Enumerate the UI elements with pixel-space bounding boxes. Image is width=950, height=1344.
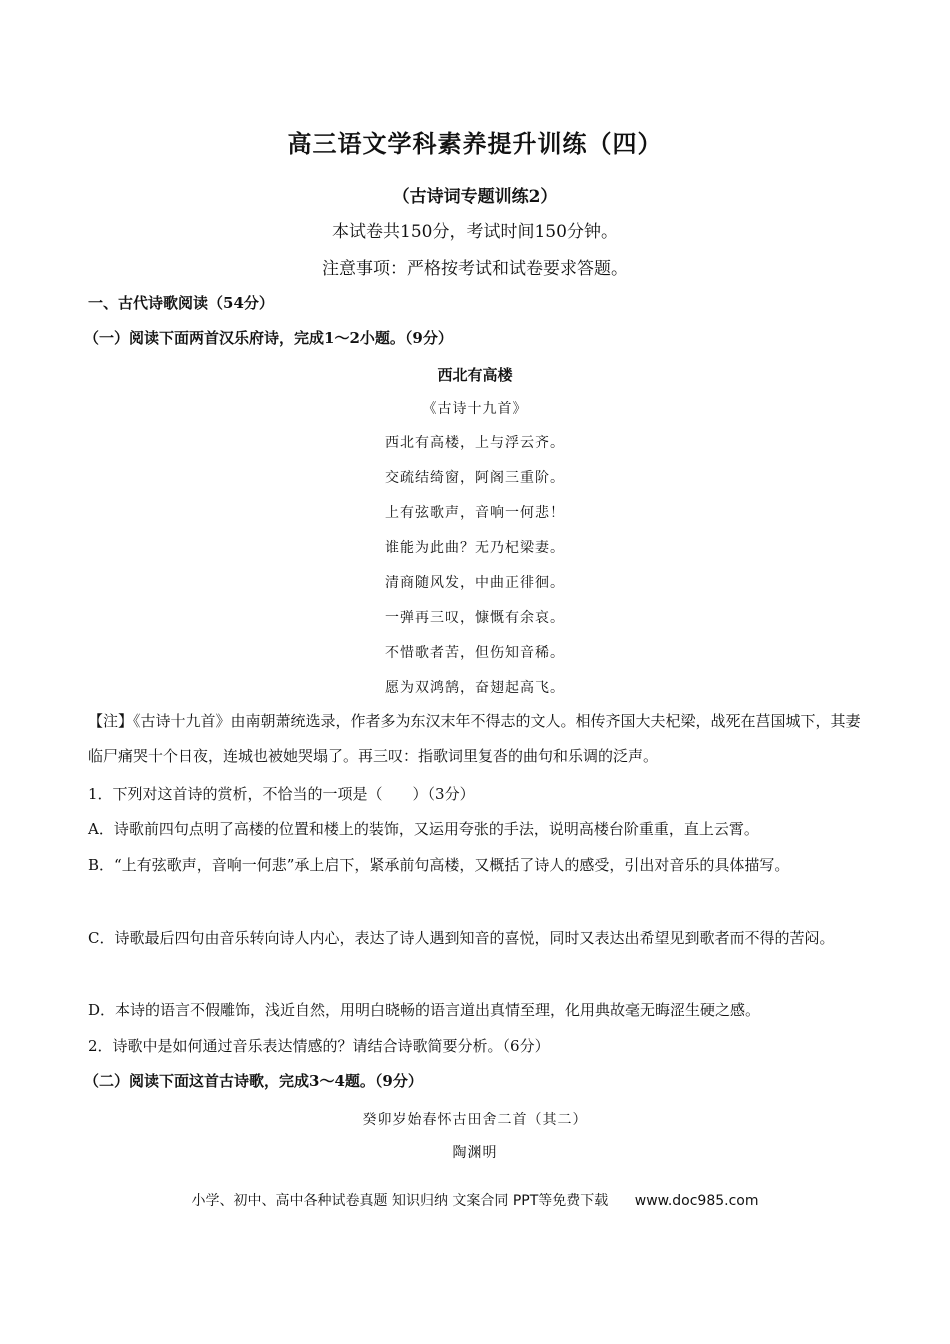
poem-source: 《古诗十九首》: [422, 401, 528, 417]
question-1-stem: 1．下列对这首诗的赏析，不恰当的一项是（ ）（3分）: [88, 785, 475, 803]
poem-note: 【注】《古诗十九首》由南朝萧统选录，作者多为东汉末年不得志的文人。相传齐国大夫杞梁，战死在莒国城下，其妻临尸痛哭十个日夜，连城也被她哭塌了。再三叹：指歌词里复沓的曲句和乐调的泛声。: [88, 712, 861, 765]
section-heading: 一、古代诗歌阅读（54分）: [88, 294, 274, 312]
poem-line: 上有弦歌声，音响一何悲！: [385, 505, 565, 521]
poem-line: 交疏结绮窗，阿阁三重阶。: [385, 470, 565, 486]
question-2-stem: 2．诗歌中是如何通过音乐表达情感的？请结合诗歌简要分析。（6分）: [88, 1037, 550, 1055]
poem-line: 清商随风发，中曲正徘徊。: [385, 575, 565, 591]
poem-line: 愿为双鸿鹄，奋翅起高飞。: [385, 680, 565, 696]
part-heading: （二）阅读下面这首古诗歌，完成3～4题。（9分）: [84, 1072, 423, 1090]
question-1-option-d: D．本诗的语言不假雕饰，浅近自然，用明白晓畅的语言道出真情至理，化用典故毫无晦涩生硬之感。: [88, 1001, 761, 1019]
part-heading: （一）阅读下面两首汉乐府诗，完成1～2小题。（9分）: [84, 329, 453, 347]
poem-author: 陶渊明: [452, 1145, 498, 1161]
footer-text: 小学、初中、高中各种试卷真题 知识归纳 文案合同 PPT等免费下载: [191, 1193, 609, 1209]
poem-title: 西北有高楼: [437, 366, 513, 384]
question-1-option-a: A．诗歌前四句点明了高楼的位置和楼上的装饰，又运用夸张的手法，说明高楼台阶重重，直上云霄。: [88, 820, 759, 838]
footer-url[interactable]: www.doc985.com: [634, 1193, 759, 1209]
poem-line: 谁能为此曲？无乃杞梁妻。: [385, 540, 565, 556]
poem-line: 一弹再三叹，慷慨有余哀。: [385, 610, 565, 626]
exam-info-notice: 注意事项：严格按考试和试卷要求答题。: [322, 259, 628, 279]
poem-title: 癸卯岁始春怀古田舍二首（其二）: [362, 1112, 588, 1128]
document-subtitle: （古诗词专题训练2）: [392, 187, 558, 207]
document-title: 高三语文学科素养提升训练（四）: [287, 130, 663, 158]
question-1-option-c: C．诗歌最后四句由音乐转向诗人内心，表达了诗人遇到知音的喜悦，同时又表达出希望见到歌者而不得的苦闷。: [88, 929, 835, 947]
question-1-option-b: B．“上有弦歌声，音响一何悲”承上启下，紧承前句高楼，又概括了诗人的感受，引出对音乐的具体描写。: [88, 856, 790, 874]
page-footer: [0, 1190, 950, 1210]
exam-info-score-time: 本试卷共150分，考试时间150分钟。: [332, 222, 618, 242]
poem-line: 西北有高楼，上与浮云齐。: [385, 435, 565, 451]
poem-line: 不惜歌者苦，但伤知音稀。: [385, 645, 565, 661]
